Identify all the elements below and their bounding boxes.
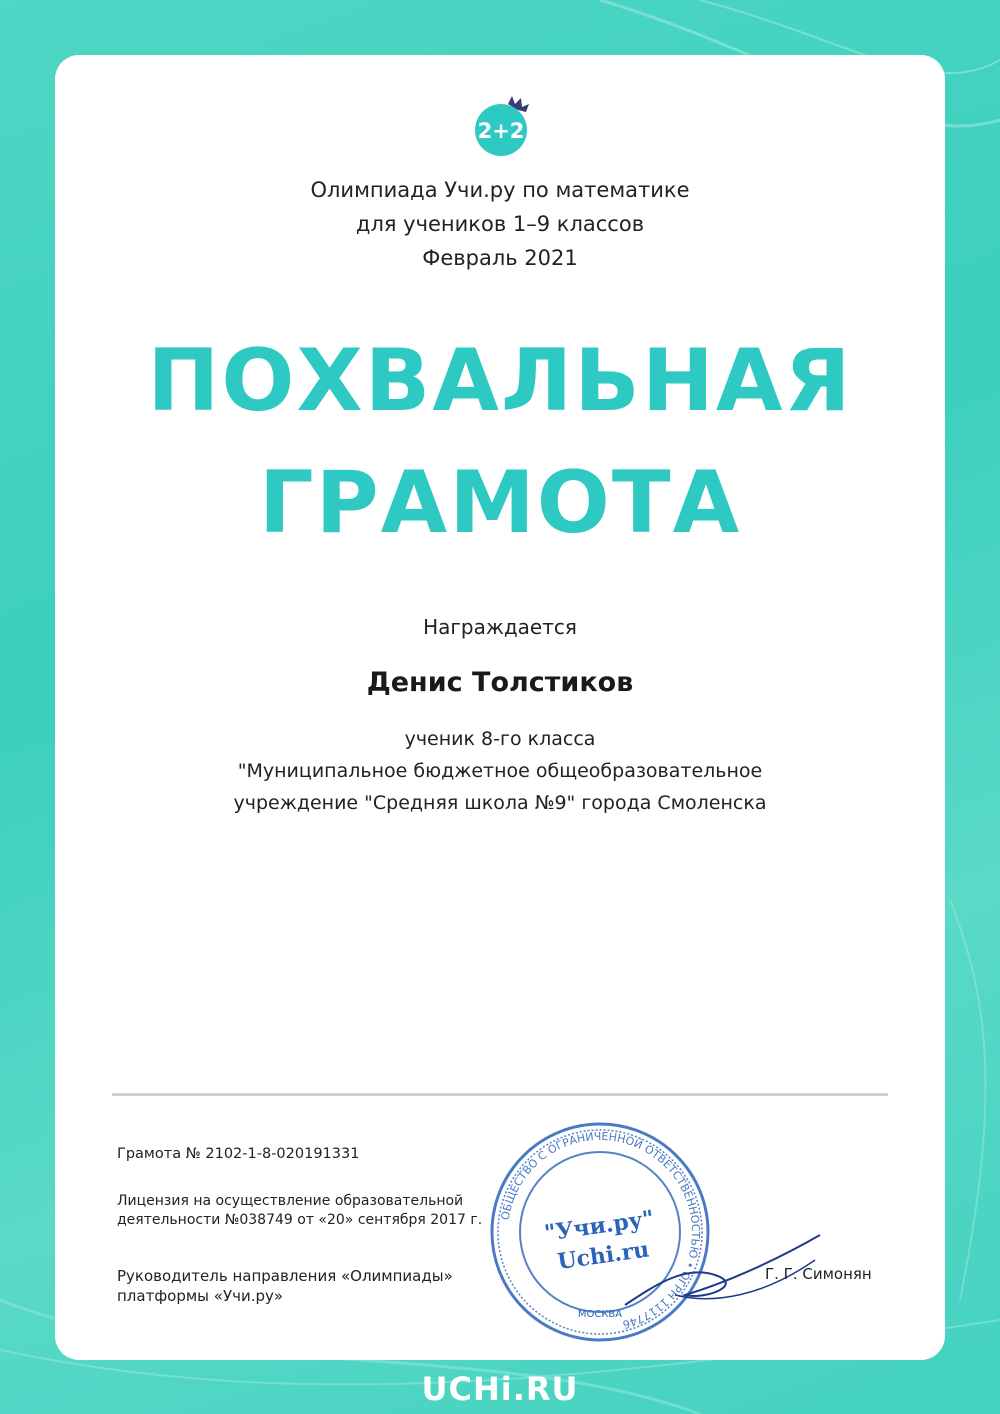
uchi-logo-icon bbox=[468, 90, 538, 160]
stamp-center-line-1: "Учи.ру" bbox=[542, 1205, 656, 1247]
director-line-2: платформы «Учи.ру» bbox=[117, 1287, 284, 1305]
details-line-2: "Муниципальное бюджетное общеобразовательное bbox=[237, 760, 763, 782]
stamp-ring-text: ОБЩЕСТВО С ОГРАНИЧЕННОЙ ОТВЕТСТВЕННОСТЬЮ • ОГРН 1117746 bbox=[498, 1129, 703, 1332]
brand-wordmark: UCHi.RU bbox=[421, 1370, 579, 1408]
stamp-bottom-text: МОСКВА bbox=[577, 1309, 623, 1320]
license-info bbox=[117, 1192, 482, 1230]
recipient-details bbox=[55, 723, 945, 819]
title-line-2: ГРАМОТА bbox=[258, 453, 742, 553]
awarded-label: Награждается bbox=[423, 615, 577, 639]
signer-name: Г. Г. Симонян bbox=[765, 1265, 872, 1283]
header-line-2: для учеников 1–9 классов bbox=[355, 212, 645, 236]
header-line-3: Февраль 2021 bbox=[422, 246, 578, 270]
title-line-1: ПОХВАЛЬНАЯ bbox=[147, 331, 853, 431]
director-title bbox=[117, 1266, 453, 1306]
olympiad-header bbox=[55, 173, 945, 275]
license-line-2: деятельности №038749 от «20» сентября 2017 г. bbox=[117, 1212, 483, 1228]
logo-text: 2+2 bbox=[477, 119, 525, 143]
footer-divider bbox=[112, 1093, 888, 1096]
details-line-3: учреждение "Средняя школа №9" города Смоленска bbox=[233, 792, 767, 814]
recipient-name: Денис Толстиков bbox=[366, 667, 634, 698]
header-line-1: Олимпиада Учи.ру по математике bbox=[310, 178, 690, 202]
director-line-1: Руководитель направления «Олимпиады» bbox=[117, 1267, 453, 1285]
certificate-number bbox=[117, 1145, 359, 1164]
details-line-1: ученик 8-го класса bbox=[404, 728, 596, 750]
certificate-card bbox=[55, 55, 945, 1360]
certificate-title bbox=[55, 320, 945, 564]
license-line-1: Лицензия на осуществление образовательной bbox=[117, 1193, 464, 1209]
stamp-center-line-2: Uchi.ru bbox=[555, 1236, 651, 1276]
certificate-number-text: Грамота № 2102-1-8-020191331 bbox=[117, 1146, 360, 1162]
